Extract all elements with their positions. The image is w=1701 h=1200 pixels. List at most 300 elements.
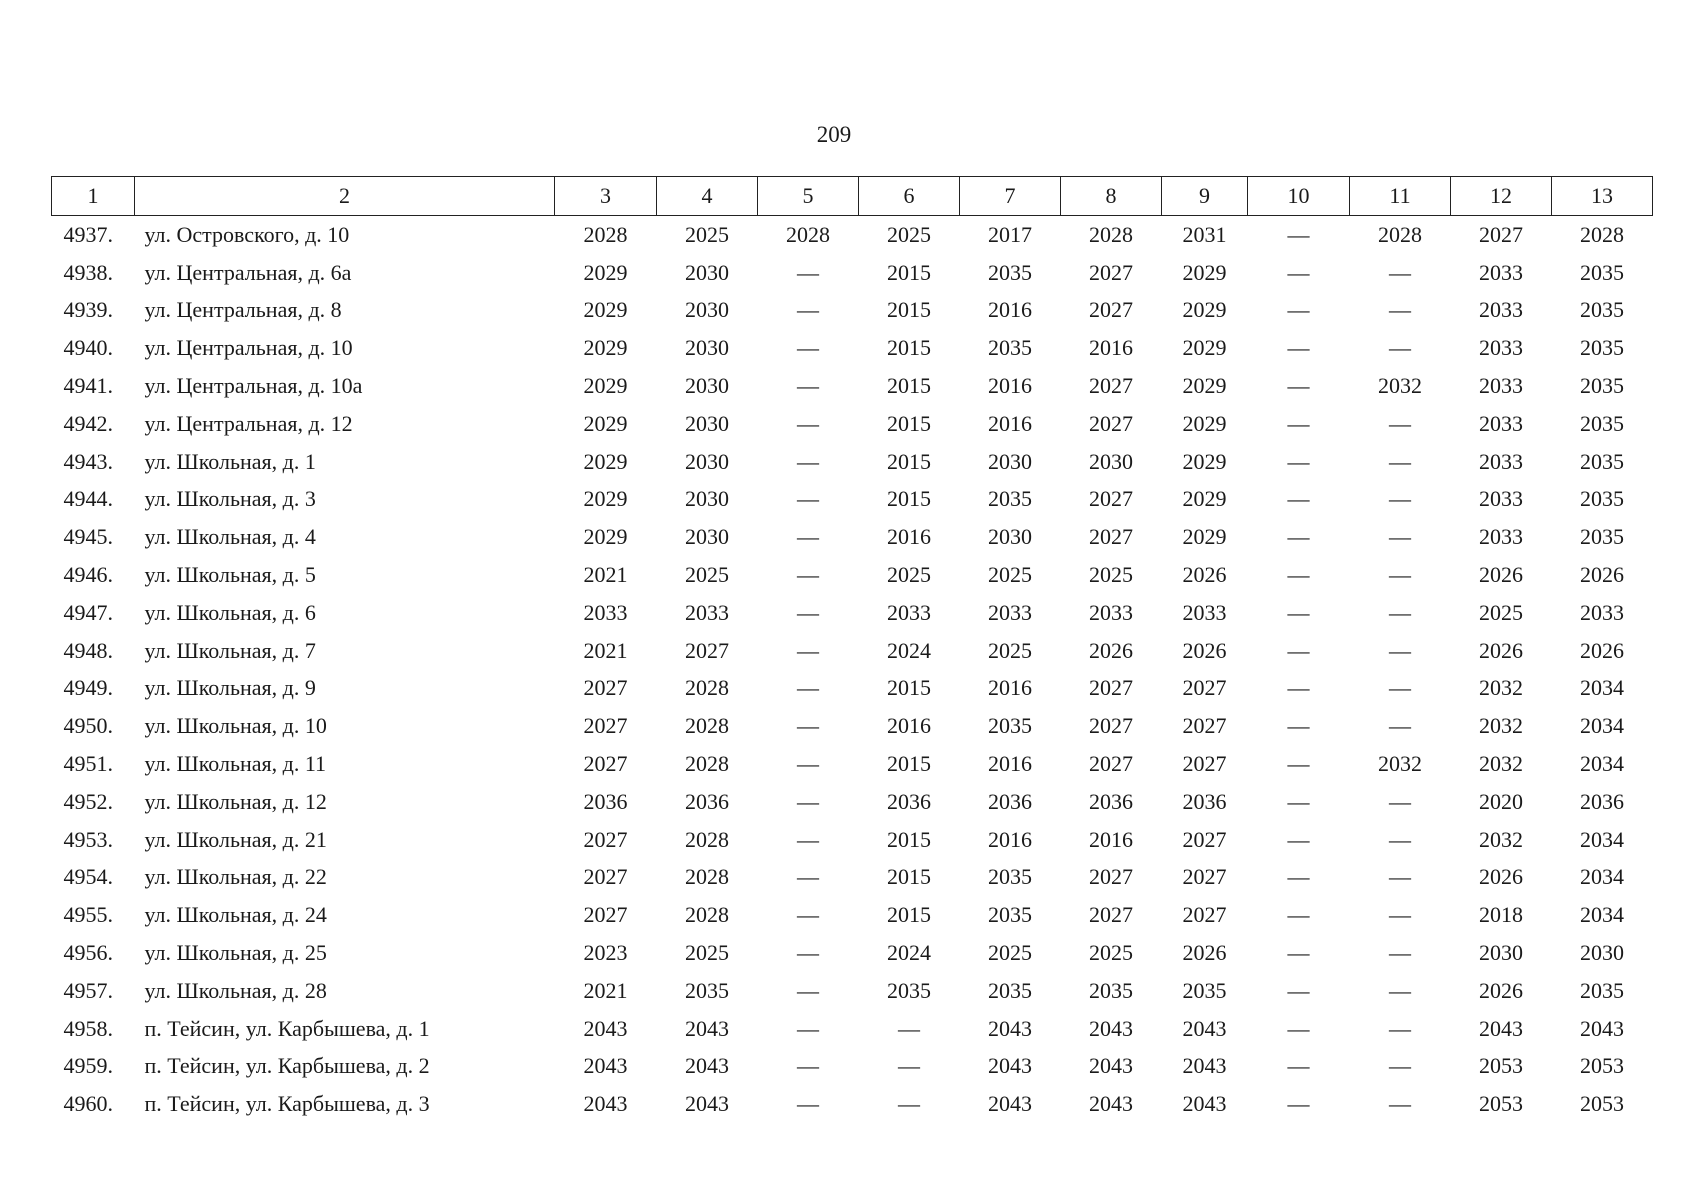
- value-cell-col-6: 2016: [887, 524, 931, 550]
- value-cell-col-3: 2029: [583, 486, 628, 512]
- value-cell-col-5: —: [797, 373, 819, 399]
- value-cell-col-6: 2015: [887, 864, 931, 890]
- value-cell-col-4: 2025: [685, 562, 729, 588]
- value-cell-col-13: 2035: [1580, 486, 1624, 512]
- address-cell: ул. Школьная, д. 28: [144, 977, 327, 1003]
- value-cell-col-10: —: [1287, 637, 1310, 663]
- table-row: [52, 594, 1653, 632]
- value-cell-col-4: 2028: [685, 751, 729, 777]
- value-cell-col-8: 2043: [1089, 1015, 1133, 1041]
- address-cell: ул. Центральная, д. 6а: [144, 259, 352, 285]
- value-cell-col-6: 2015: [887, 410, 931, 436]
- value-cell-col-6: 2025: [887, 562, 931, 588]
- value-cell-col-6: 2015: [887, 448, 931, 474]
- value-cell-col-3: 2029: [583, 448, 628, 474]
- value-cell-col-12: 2026: [1479, 562, 1523, 588]
- value-cell-col-5: —: [797, 1053, 819, 1079]
- value-cell-col-4: 2028: [685, 902, 729, 928]
- value-cell-col-11: —: [1389, 448, 1411, 474]
- column-header-1: 1: [52, 177, 135, 216]
- value-cell-col-5: —: [797, 335, 819, 361]
- value-cell-col-3: 2036: [583, 788, 628, 814]
- value-cell-col-10: —: [1287, 524, 1310, 550]
- address-cell: ул. Школьная, д. 6: [144, 599, 316, 625]
- value-cell-col-4: 2043: [685, 1053, 729, 1079]
- value-cell-col-11: 2028: [1378, 221, 1422, 247]
- value-cell-col-5: —: [797, 562, 819, 588]
- value-cell-col-7: 2016: [988, 675, 1032, 701]
- address-cell: ул. Школьная, д. 3: [144, 486, 316, 512]
- column-header-4: 4: [657, 177, 758, 216]
- value-cell-col-12: 2033: [1479, 259, 1523, 285]
- value-cell-col-11: 2032: [1378, 373, 1422, 399]
- address-cell: ул. Островского, д. 10: [144, 221, 350, 247]
- value-cell-col-8: 2027: [1089, 524, 1133, 550]
- value-cell-col-8: 2033: [1089, 599, 1133, 625]
- value-cell-col-12: 2026: [1479, 864, 1523, 890]
- value-cell-col-5: —: [797, 751, 819, 777]
- value-cell-col-6: 2015: [887, 675, 931, 701]
- value-cell-col-9: 2029: [1182, 486, 1227, 512]
- value-cell-col-8: 2036: [1089, 788, 1133, 814]
- value-cell-col-12: 2026: [1479, 977, 1523, 1003]
- value-cell-col-11: —: [1389, 259, 1411, 285]
- value-cell-col-8: 2016: [1089, 826, 1133, 852]
- value-cell-col-3: 2029: [583, 297, 628, 323]
- value-cell-col-4: 2025: [685, 940, 729, 966]
- table-row: [52, 896, 1653, 934]
- row-number: 4960.: [63, 1091, 113, 1117]
- value-cell-col-8: 2027: [1089, 751, 1133, 777]
- value-cell-col-10: —: [1287, 1053, 1310, 1079]
- value-cell-col-4: 2036: [685, 788, 729, 814]
- value-cell-col-8: 2027: [1089, 486, 1133, 512]
- value-cell-col-9: 2031: [1182, 221, 1227, 247]
- value-cell-col-6: 2015: [887, 297, 931, 323]
- value-cell-col-4: 2035: [685, 977, 729, 1003]
- value-cell-col-10: —: [1287, 373, 1310, 399]
- value-cell-col-13: 2035: [1580, 448, 1624, 474]
- value-cell-col-9: 2036: [1182, 788, 1227, 814]
- value-cell-col-5: —: [797, 788, 819, 814]
- value-cell-col-10: —: [1287, 259, 1310, 285]
- row-number: 4953.: [63, 826, 113, 852]
- value-cell-col-7: 2033: [988, 599, 1032, 625]
- value-cell-col-5: —: [797, 524, 819, 550]
- value-cell-col-5: —: [797, 902, 819, 928]
- value-cell-col-13: 2035: [1580, 524, 1624, 550]
- address-cell: ул. Школьная, д. 10: [144, 713, 327, 739]
- value-cell-col-5: —: [797, 297, 819, 323]
- value-cell-col-12: 2033: [1479, 297, 1523, 323]
- row-number: 4937.: [63, 221, 113, 247]
- value-cell-col-8: 2027: [1089, 373, 1133, 399]
- value-cell-col-10: —: [1287, 940, 1310, 966]
- value-cell-col-10: —: [1287, 486, 1310, 512]
- value-cell-col-4: 2033: [685, 599, 729, 625]
- value-cell-col-9: 2026: [1182, 940, 1227, 966]
- value-cell-col-9: 2033: [1182, 599, 1227, 625]
- row-number: 4949.: [63, 675, 113, 701]
- value-cell-col-12: 2033: [1479, 410, 1523, 436]
- value-cell-col-4: 2030: [685, 335, 729, 361]
- value-cell-col-3: 2021: [583, 562, 628, 588]
- table-row: [52, 821, 1653, 859]
- value-cell-col-12: 2032: [1479, 713, 1523, 739]
- value-cell-col-11: 2032: [1378, 751, 1422, 777]
- value-cell-col-9: 2043: [1182, 1015, 1227, 1041]
- value-cell-col-5: —: [797, 637, 819, 663]
- value-cell-col-3: 2027: [583, 713, 628, 739]
- row-number: 4955.: [63, 902, 113, 928]
- value-cell-col-7: 2035: [988, 977, 1032, 1003]
- value-cell-col-9: 2043: [1182, 1091, 1227, 1117]
- value-cell-col-5: 2028: [786, 221, 830, 247]
- value-cell-col-10: —: [1287, 713, 1310, 739]
- value-cell-col-13: 2026: [1580, 562, 1624, 588]
- column-header-13: 13: [1552, 177, 1653, 216]
- value-cell-col-11: —: [1389, 713, 1411, 739]
- table-row: [52, 556, 1653, 594]
- value-cell-col-12: 2033: [1479, 486, 1523, 512]
- value-cell-col-4: 2043: [685, 1015, 729, 1041]
- value-cell-col-12: 2033: [1479, 448, 1523, 474]
- value-cell-col-13: 2036: [1580, 788, 1624, 814]
- value-cell-col-5: —: [797, 977, 819, 1003]
- value-cell-col-10: —: [1287, 297, 1310, 323]
- value-cell-col-11: —: [1389, 1053, 1411, 1079]
- value-cell-col-5: —: [797, 259, 819, 285]
- value-cell-col-5: —: [797, 864, 819, 890]
- value-cell-col-13: 2034: [1580, 751, 1624, 777]
- value-cell-col-9: 2029: [1182, 373, 1227, 399]
- value-cell-col-9: 2043: [1182, 1053, 1227, 1079]
- value-cell-col-9: 2029: [1182, 524, 1227, 550]
- value-cell-col-6: —: [898, 1053, 920, 1079]
- row-number: 4952.: [63, 788, 113, 814]
- value-cell-col-11: —: [1389, 599, 1411, 625]
- column-header-3: 3: [555, 177, 657, 216]
- column-header-9: 9: [1162, 177, 1248, 216]
- value-cell-col-4: 2030: [685, 410, 729, 436]
- value-cell-col-13: 2034: [1580, 675, 1624, 701]
- table-row: [52, 859, 1653, 897]
- schedule-table: [51, 176, 1653, 1123]
- value-cell-col-9: 2026: [1182, 637, 1227, 663]
- value-cell-col-8: 2026: [1089, 637, 1133, 663]
- table-row: [52, 1010, 1653, 1048]
- value-cell-col-3: 2021: [583, 637, 628, 663]
- column-header-12: 12: [1451, 177, 1552, 216]
- value-cell-col-10: —: [1287, 448, 1310, 474]
- row-number: 4945.: [63, 524, 113, 550]
- value-cell-col-12: 2043: [1479, 1015, 1523, 1041]
- value-cell-col-4: 2030: [685, 259, 729, 285]
- table-row: [52, 1048, 1653, 1086]
- value-cell-col-11: —: [1389, 902, 1411, 928]
- value-cell-col-7: 2035: [988, 335, 1032, 361]
- address-cell: ул. Школьная, д. 5: [144, 562, 316, 588]
- value-cell-col-6: 2016: [887, 713, 931, 739]
- row-number: 4943.: [63, 448, 113, 474]
- value-cell-col-10: —: [1287, 864, 1310, 890]
- value-cell-col-9: 2029: [1182, 448, 1227, 474]
- column-number-header-row: [52, 177, 1653, 216]
- page-number: 209: [816, 122, 852, 147]
- value-cell-col-6: 2035: [887, 977, 931, 1003]
- value-cell-col-5: —: [797, 410, 819, 436]
- value-cell-col-12: 2030: [1479, 940, 1523, 966]
- value-cell-col-6: 2015: [887, 751, 931, 777]
- value-cell-col-3: 2021: [583, 977, 628, 1003]
- value-cell-col-13: 2035: [1580, 410, 1624, 436]
- value-cell-col-10: —: [1287, 902, 1310, 928]
- value-cell-col-13: 2030: [1580, 940, 1624, 966]
- address-cell: ул. Школьная, д. 4: [144, 524, 316, 550]
- value-cell-col-11: —: [1389, 940, 1411, 966]
- value-cell-col-8: 2030: [1089, 448, 1133, 474]
- value-cell-col-13: 2035: [1580, 297, 1624, 323]
- value-cell-col-6: 2015: [887, 335, 931, 361]
- value-cell-col-7: 2017: [988, 221, 1032, 247]
- row-number: 4944.: [63, 486, 113, 512]
- value-cell-col-8: 2027: [1089, 297, 1133, 323]
- table-row: [52, 670, 1653, 708]
- value-cell-col-12: 2026: [1479, 637, 1523, 663]
- value-cell-col-9: 2029: [1182, 297, 1227, 323]
- value-cell-col-12: 2032: [1479, 675, 1523, 701]
- value-cell-col-9: 2035: [1182, 977, 1227, 1003]
- value-cell-col-11: —: [1389, 410, 1411, 436]
- value-cell-col-3: 2029: [583, 524, 628, 550]
- column-header-2: 2: [135, 177, 555, 216]
- table-row: [52, 292, 1653, 330]
- value-cell-col-7: 2035: [988, 259, 1032, 285]
- value-cell-col-9: 2027: [1182, 864, 1227, 890]
- column-header-7: 7: [960, 177, 1061, 216]
- table-row: [52, 443, 1653, 481]
- address-cell: п. Тейсин, ул. Карбышева, д. 3: [144, 1091, 430, 1117]
- value-cell-col-8: 2027: [1089, 675, 1133, 701]
- value-cell-col-8: 2027: [1089, 902, 1133, 928]
- value-cell-col-4: 2030: [685, 297, 729, 323]
- row-number: 4946.: [63, 562, 113, 588]
- address-cell: ул. Центральная, д. 10а: [144, 373, 363, 399]
- value-cell-col-9: 2026: [1182, 562, 1227, 588]
- row-number: 4957.: [63, 977, 113, 1003]
- table-row: [52, 367, 1653, 405]
- value-cell-col-7: 2036: [988, 788, 1032, 814]
- table-row: [52, 632, 1653, 670]
- value-cell-col-9: 2027: [1182, 826, 1227, 852]
- value-cell-col-7: 2030: [988, 524, 1032, 550]
- value-cell-col-10: —: [1287, 410, 1310, 436]
- value-cell-col-11: —: [1389, 788, 1411, 814]
- value-cell-col-8: 2027: [1089, 713, 1133, 739]
- value-cell-col-12: 2053: [1479, 1091, 1523, 1117]
- address-cell: ул. Школьная, д. 22: [144, 864, 327, 890]
- value-cell-col-13: 2053: [1580, 1053, 1624, 1079]
- value-cell-col-3: 2027: [583, 751, 628, 777]
- value-cell-col-3: 2027: [583, 902, 628, 928]
- column-header-5: 5: [758, 177, 859, 216]
- column-header-11: 11: [1350, 177, 1451, 216]
- value-cell-col-4: 2028: [685, 675, 729, 701]
- value-cell-col-11: —: [1389, 562, 1411, 588]
- row-number: 4956.: [63, 940, 113, 966]
- value-cell-col-3: 2029: [583, 410, 628, 436]
- value-cell-col-6: 2033: [887, 599, 931, 625]
- value-cell-col-7: 2016: [988, 410, 1032, 436]
- value-cell-col-8: 2027: [1089, 410, 1133, 436]
- value-cell-col-12: 2027: [1479, 221, 1523, 247]
- value-cell-col-4: 2030: [685, 448, 729, 474]
- value-cell-col-3: 2027: [583, 826, 628, 852]
- value-cell-col-7: 2043: [988, 1015, 1032, 1041]
- value-cell-col-3: 2028: [583, 221, 628, 247]
- value-cell-col-10: —: [1287, 562, 1310, 588]
- address-cell: ул. Центральная, д. 12: [144, 410, 353, 436]
- value-cell-col-6: 2015: [887, 826, 931, 852]
- table-row: [52, 481, 1653, 519]
- address-cell: ул. Школьная, д. 7: [144, 637, 316, 663]
- row-number: 4958.: [63, 1015, 113, 1041]
- value-cell-col-13: 2035: [1580, 977, 1624, 1003]
- row-number: 4947.: [63, 599, 113, 625]
- address-cell: ул. Школьная, д. 1: [144, 448, 316, 474]
- address-cell: ул. Школьная, д. 9: [144, 675, 316, 701]
- table-row: [52, 254, 1653, 292]
- table-row: [52, 518, 1653, 556]
- address-cell: ул. Школьная, д. 12: [144, 788, 327, 814]
- value-cell-col-4: 2043: [685, 1091, 729, 1117]
- value-cell-col-8: 2035: [1089, 977, 1133, 1003]
- address-cell: ул. Школьная, д. 25: [144, 940, 327, 966]
- value-cell-col-13: 2033: [1580, 599, 1624, 625]
- address-cell: ул. Школьная, д. 11: [144, 751, 327, 777]
- value-cell-col-4: 2030: [685, 524, 729, 550]
- table-row: [52, 745, 1653, 783]
- column-header-6: 6: [859, 177, 960, 216]
- value-cell-col-10: —: [1287, 977, 1310, 1003]
- value-cell-col-7: 2035: [988, 486, 1032, 512]
- value-cell-col-4: 2030: [685, 486, 729, 512]
- value-cell-col-11: —: [1389, 826, 1411, 852]
- row-number: 4939.: [63, 297, 113, 323]
- address-cell: ул. Школьная, д. 24: [144, 902, 327, 928]
- value-cell-col-9: 2027: [1182, 902, 1227, 928]
- table-row: [52, 934, 1653, 972]
- value-cell-col-11: —: [1389, 864, 1411, 890]
- column-header-10: 10: [1248, 177, 1350, 216]
- value-cell-col-7: 2016: [988, 826, 1032, 852]
- value-cell-col-8: 2043: [1089, 1053, 1133, 1079]
- row-number: 4942.: [63, 410, 113, 436]
- value-cell-col-3: 2029: [583, 259, 628, 285]
- value-cell-col-4: 2028: [685, 864, 729, 890]
- value-cell-col-3: 2033: [583, 599, 628, 625]
- value-cell-col-3: 2043: [583, 1091, 628, 1117]
- table-row: [52, 329, 1653, 367]
- row-number: 4951.: [63, 751, 113, 777]
- value-cell-col-5: —: [797, 1015, 819, 1041]
- value-cell-col-5: —: [797, 599, 819, 625]
- value-cell-col-10: —: [1287, 751, 1310, 777]
- value-cell-col-3: 2029: [583, 373, 628, 399]
- value-cell-col-12: 2033: [1479, 335, 1523, 361]
- value-cell-col-5: —: [797, 826, 819, 852]
- value-cell-col-6: —: [898, 1015, 920, 1041]
- row-number: 4938.: [63, 259, 113, 285]
- value-cell-col-6: 2025: [887, 221, 931, 247]
- value-cell-col-9: 2029: [1182, 410, 1227, 436]
- table-row: [52, 972, 1653, 1010]
- value-cell-col-7: 2025: [988, 562, 1032, 588]
- value-cell-col-10: —: [1287, 675, 1310, 701]
- value-cell-col-7: 2043: [988, 1091, 1032, 1117]
- value-cell-col-11: —: [1389, 977, 1411, 1003]
- value-cell-col-11: —: [1389, 335, 1411, 361]
- value-cell-col-13: 2026: [1580, 637, 1624, 663]
- value-cell-col-11: —: [1389, 1015, 1411, 1041]
- value-cell-col-10: —: [1287, 1015, 1310, 1041]
- value-cell-col-13: 2035: [1580, 373, 1624, 399]
- value-cell-col-5: —: [797, 713, 819, 739]
- value-cell-col-9: 2029: [1182, 259, 1227, 285]
- value-cell-col-12: 2032: [1479, 826, 1523, 852]
- address-cell: п. Тейсин, ул. Карбышева, д. 2: [144, 1053, 430, 1079]
- value-cell-col-12: 2053: [1479, 1053, 1523, 1079]
- value-cell-col-7: 2035: [988, 902, 1032, 928]
- address-cell: ул. Центральная, д. 8: [144, 297, 342, 323]
- value-cell-col-3: 2027: [583, 675, 628, 701]
- value-cell-col-3: 2029: [583, 335, 628, 361]
- value-cell-col-4: 2028: [685, 713, 729, 739]
- value-cell-col-6: 2015: [887, 486, 931, 512]
- value-cell-col-3: 2043: [583, 1053, 628, 1079]
- value-cell-col-13: 2035: [1580, 259, 1624, 285]
- value-cell-col-8: 2028: [1089, 221, 1133, 247]
- value-cell-col-10: —: [1287, 599, 1310, 625]
- row-number: 4959.: [63, 1053, 113, 1079]
- table-row: [52, 1085, 1653, 1123]
- address-cell: ул. Школьная, д. 21: [144, 826, 327, 852]
- value-cell-col-4: 2030: [685, 373, 729, 399]
- table-row: [52, 707, 1653, 745]
- table-body: [52, 216, 1653, 1124]
- value-cell-col-13: 2028: [1580, 221, 1624, 247]
- value-cell-col-13: 2043: [1580, 1015, 1624, 1041]
- value-cell-col-6: 2024: [887, 637, 931, 663]
- value-cell-col-5: —: [797, 448, 819, 474]
- value-cell-col-7: 2025: [988, 637, 1032, 663]
- value-cell-col-12: 2020: [1479, 788, 1523, 814]
- value-cell-col-9: 2027: [1182, 675, 1227, 701]
- value-cell-col-12: 2025: [1479, 599, 1523, 625]
- value-cell-col-9: 2029: [1182, 335, 1227, 361]
- value-cell-col-11: —: [1389, 486, 1411, 512]
- value-cell-col-4: 2028: [685, 826, 729, 852]
- column-header-8: 8: [1061, 177, 1162, 216]
- table-row: [52, 216, 1653, 254]
- value-cell-col-6: 2015: [887, 902, 931, 928]
- value-cell-col-7: 2030: [988, 448, 1032, 474]
- value-cell-col-4: 2027: [685, 637, 729, 663]
- value-cell-col-13: 2035: [1580, 335, 1624, 361]
- value-cell-col-12: 2032: [1479, 751, 1523, 777]
- value-cell-col-5: —: [797, 486, 819, 512]
- value-cell-col-13: 2034: [1580, 713, 1624, 739]
